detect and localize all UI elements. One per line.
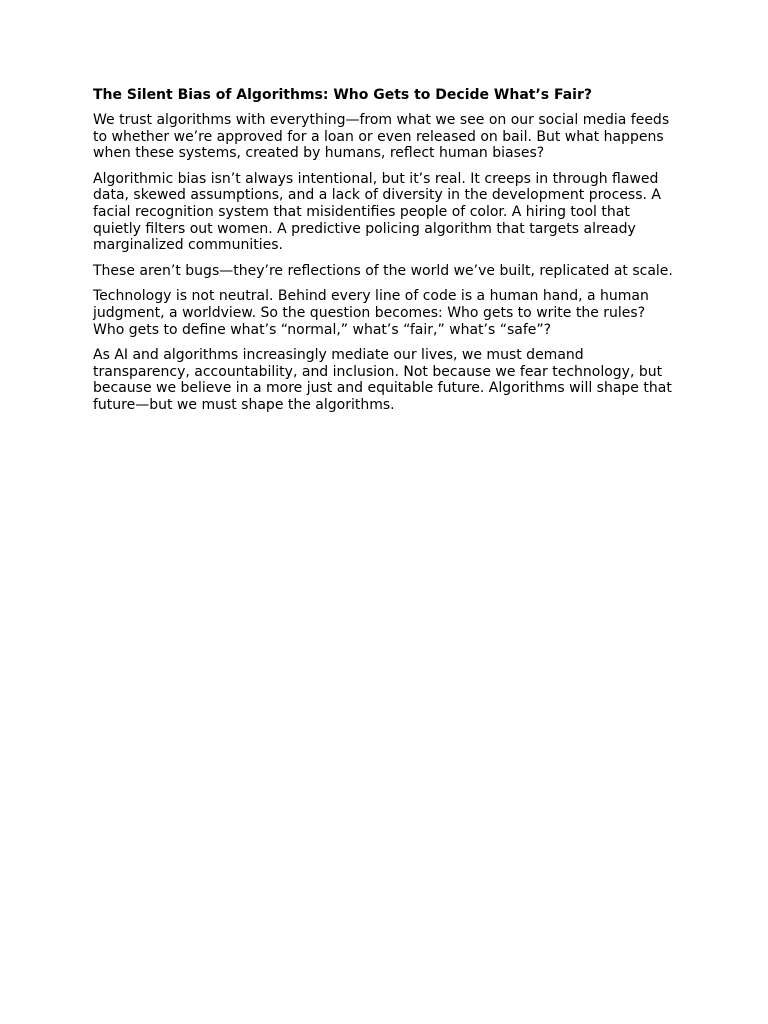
paragraph-intro: We trust algorithms with everything—from what we see on our social media feeds to whether we’re approved for a loan or even released on bail. But what happens when these systems, created by humans, reflect human biases? [93, 112, 670, 162]
paragraph-conclusion: As AI and algorithms increasingly mediate our lives, we must demand transparency, accountability, and inclusion. Not because we fear technology, but because we believe in a more just and equitable future. Algorithms will shape that future—but we must shape the algorithms. [93, 347, 672, 413]
document-title: The Silent Bias of Algorithms: Who Gets to Decide What’s Fair? [93, 87, 592, 103]
document-body [93, 86, 675, 423]
paragraph-reflections: These aren’t bugs—they’re reflections of the world we’ve built, replicated at scale. [93, 262, 673, 279]
paragraph-neutrality: Technology is not neutral. Behind every line of code is a human hand, a human judgment, a worldview. So the question becomes: Who gets to write the rules? Who gets to define what’s “normal,” what’s “fair,” what’s “safe”? [93, 288, 649, 338]
paragraph-bias: Algorithmic bias isn’t always intentional, but it’s real. It creeps in through flawed data, skewed assumptions, and a lack of diversity in the development process. A facial recognition system that misidentifies people of color. A hiring tool that quietly filters out women. A predictive policing algorithm that targets already marginalized communities. [93, 170, 661, 254]
